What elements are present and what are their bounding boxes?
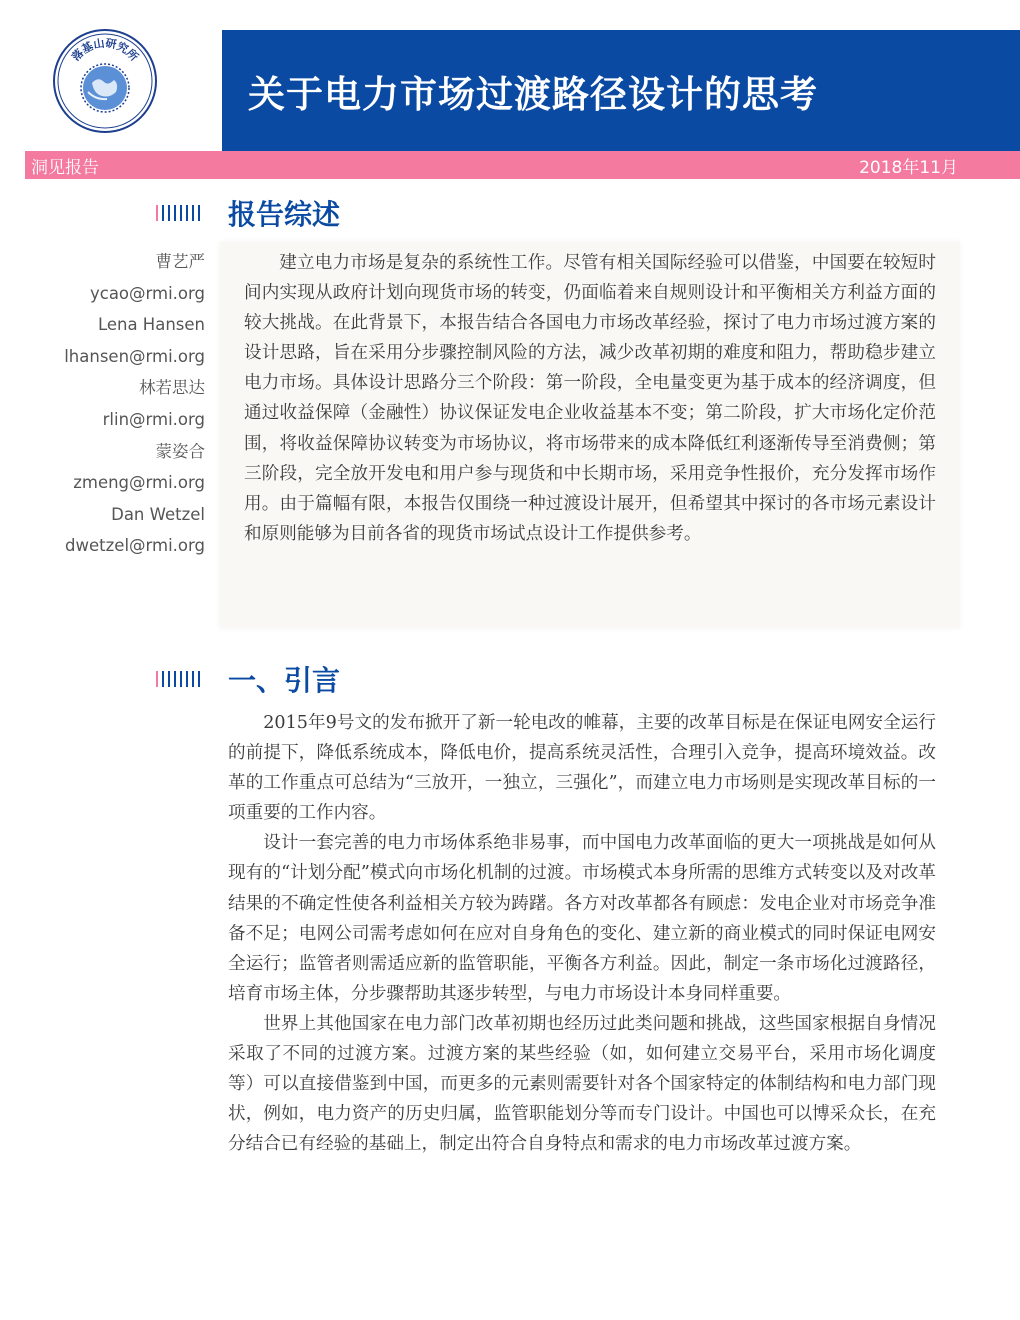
author-email: dwetzel@rmi.org [65, 536, 205, 556]
author-name: 曹艺严 [155, 252, 205, 271]
summary-text: 建立电力市场是复杂的系统性工作。尽管有相关国际经验可以借鉴，中国要在较短时间内实现从政府计划向现货市场的转变，仍面临着来自规则设计和平衡相关方利益方面的较大挑战。在此背景下，本报告结合各国电力市场改革经验，探讨了电力市场过渡方案的设计思路，旨在采用分步骤控制风险的方法，减少改革初期的难度和阻力，帮助稳步建立电力市场。具体设计思路分三个阶段：第一阶段，全电量变更为基于成本的经济调度，但通过收益保障（金融性）协议保证发电企业收益基本不变；第二阶段，扩大市场化定价范围，将收益保障协议转变为市场协议，将市场带来的成本降低红利逐渐传导至消费侧；第三阶段，完全放开发电和用户参与现货和中长期市场，采用竞争性报价，充分发挥市场作用。由于篇幅有限，本报告仅围绕一种过渡设计展开，但希望其中探讨的各市场元素设计和原则能够为目前各省的现货市场试点设计工作提供参考。 [244, 253, 936, 544]
intro-paragraph: 设计一套完善的电力市场体系绝非易事，而中国电力改革面临的更大一项挑战是如何从现有的“计划分配”模式向市场化机制的过渡。市场模式本身所需的思维方式转变以及对改革结果的不确定性使各利益相关方较为踌躇。各方对改革都各有顾虑：发电企业对市场竞争准备不足；电网公司需考虑如何在应对自身角色的变化、建立新的商业模式的同时保证电网安全运行；监管者则需适应新的监管职能，平衡各方利益。因此，制定一条市场化过渡路径，培育市场主体，分步骤帮助其逐步转型，与电力市场设计本身同样重要。 [228, 833, 936, 1004]
report-date: 2018年11月 [859, 158, 958, 178]
author-email: rlin@rmi.org [102, 409, 205, 429]
report-type: 洞见报告 [31, 158, 99, 178]
author-list [40, 246, 205, 562]
author-email: lhansen@rmi.org [64, 346, 205, 366]
report-title: 关于电力市场过渡路径设计的思考 [248, 71, 818, 116]
author-name: 蒙姿合 [155, 441, 205, 461]
logo-text: 落基山研究所 [69, 36, 141, 64]
section-marker [156, 205, 204, 221]
rmi-logo [52, 28, 158, 134]
intro-body [228, 708, 936, 1159]
section-marker [156, 671, 204, 687]
author-email: zmeng@rmi.org [73, 473, 205, 493]
author-name: 林若思达 [139, 378, 205, 398]
author-email: ycao@rmi.org [89, 283, 205, 303]
summary-title: 报告综述 [228, 198, 341, 231]
report-type-bar [25, 151, 1020, 179]
author-name: Lena Hansen [97, 315, 205, 335]
intro-title: 一、引言 [228, 664, 341, 697]
intro-paragraph: 2015年9号文的发布掀开了新一轮电改的帷幕，主要的改革目标是在保证电网安全运行的前提下，降低系统成本，降低电价，提高系统灵活性，合理引入竞争，提高环境效益。改革的工作重点可总结为“三放开，一独立，三强化”，而建立电力市场则是实现改革目标的一项重要的工作内容。 [228, 713, 936, 824]
title-bar [222, 30, 1020, 151]
svg-text:落基山研究所 [69, 36, 142, 64]
summary-box [220, 242, 960, 628]
intro-paragraph: 世界上其他国家在电力部门改革初期也经历过此类问题和挑战，这些国家根据自身情况采取了不同的过渡方案。过渡方案的某些经验（如，如何建立交易平台，采用市场化调度等）可以直接借鉴到中国，而更多的元素则需要针对各个国家特定的体制结构和电力部门现状，例如，电力资产的历史归属，监管职能划分等而专门设计。中国也可以博采众长，在充分结合已有经验的基础上，制定出符合自身特点和需求的电力市场改革过渡方案。 [228, 1013, 936, 1155]
author-name: Dan Wetzel [111, 504, 205, 524]
